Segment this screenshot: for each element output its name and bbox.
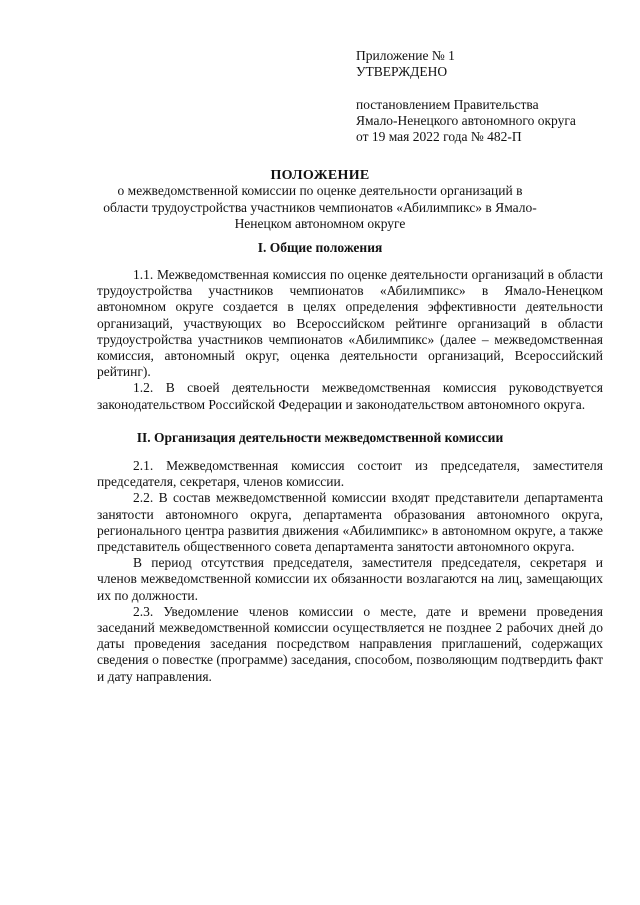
decree-line: Ямало-Ненецкого автономного округа: [356, 113, 576, 128]
paragraph: В период отсутствия председателя, заместителя председателя, секретаря и членов межведомственной комиссии их обязанности возлагаются на лиц, замещающих их по должности.: [97, 555, 603, 603]
paragraph: 1.1. Межведомственная комиссия по оценке деятельности организаций в области трудоустройства участников чемпионатов «Абилимпикс» в Ямало-Ненецком автономном округе создается в целях определения эффективности деятельности организаций, участвующих во Всероссийском рейтинге организаций в области трудоустройства участников чемпионатов «Абилимпикс» (далее – межведомственная комиссия, автономный округ, оценка деятельности организаций, Всероссийский рейтинг).: [97, 267, 603, 380]
paragraph: 2.1. Межведомственная комиссия состоит из председателя, заместителя председателя, секретаря, членов комиссии.: [97, 458, 603, 490]
document-subtitle: о межведомственной комиссии по оценке деятельности организаций в области трудоустройства участников чемпионатов «Абилимпикс» в Ямало-Ненецком автономном округе: [103, 183, 537, 231]
paragraph: 2.3. Уведомление членов комиссии о месте, дате и времени проведения заседаний межведомственной комиссии осуществляется не позднее 2 рабочих дней до даты проведения заседания посредством направления приглашений, содержащих сведения о повестке (программе) заседания, способом, позволяющим подтвердить факт и дату направления.: [97, 603, 603, 684]
section-heading-organization: II. Организация деятельности межведомственной комиссии: [136, 430, 504, 445]
annex-number: Приложение № 1: [356, 48, 455, 63]
paragraph: 1.2. В своей деятельности межведомственная комиссия руководствуется законодательством Российской Федерации и законодательством автономного округа.: [97, 380, 603, 412]
section-general-body: [97, 267, 603, 413]
decree-date-line: от 19 мая 2022 года № 482-П: [356, 129, 522, 144]
decree-line: постановлением Правительства: [356, 97, 539, 112]
document-title: ПОЛОЖЕНИЕ: [270, 168, 370, 183]
section-organization-body: [97, 458, 603, 685]
paragraph: 2.2. В состав межведомственной комиссии входят представители департамента занятости автономного округа, департамента образования автономного округа, регионального центра развития движения «Абилимпикс» в автономном округе, а также представитель общественного совета департамента занятости автономного округа.: [97, 490, 603, 555]
approved-stamp-text: УТВЕРЖДЕНО: [356, 64, 448, 79]
annex-approval-block: [356, 48, 626, 145]
section-heading-general: I. Общие положения: [257, 240, 383, 255]
